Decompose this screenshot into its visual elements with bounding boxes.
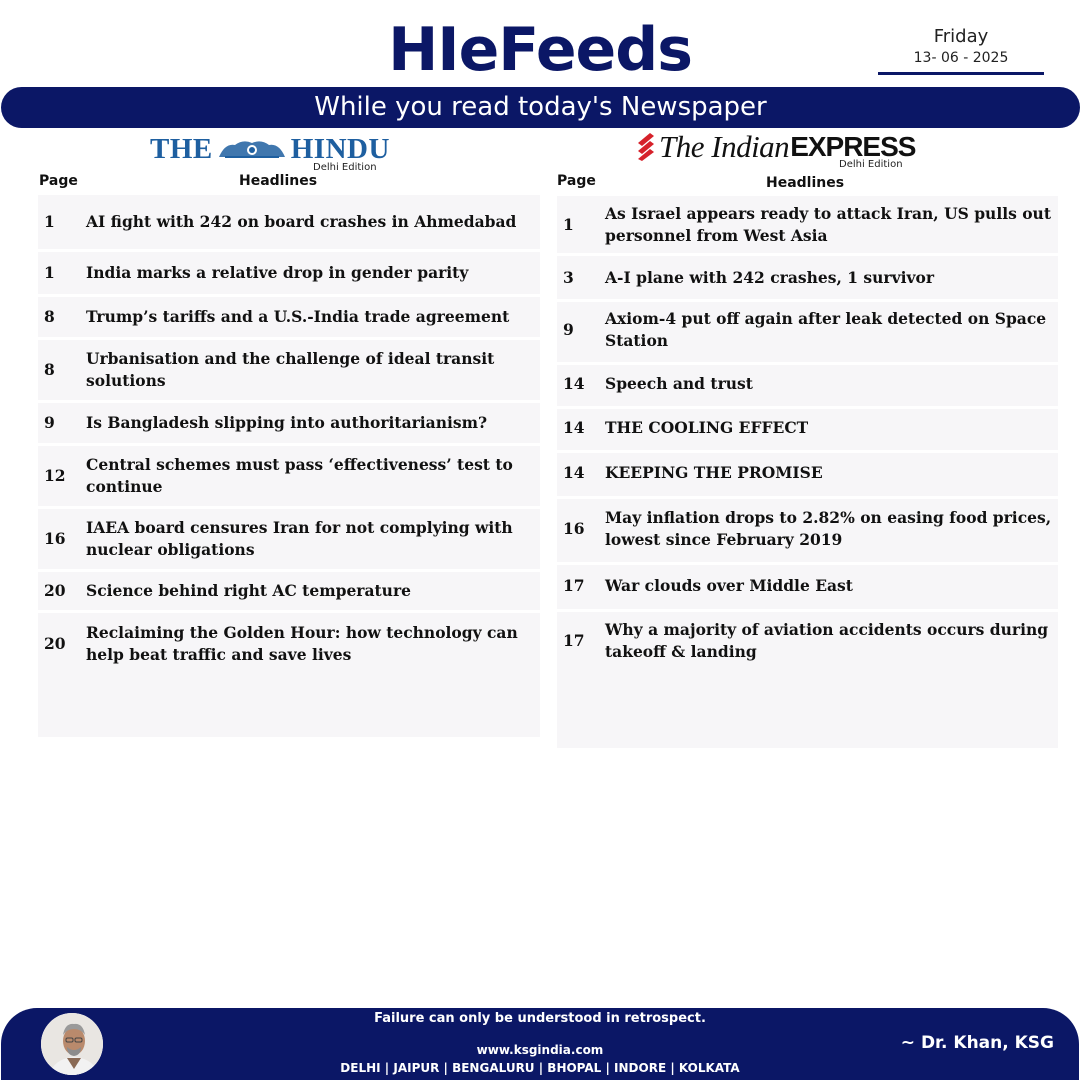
hindu-name-part2: HINDU [290,133,390,165]
brand-title: HIeFeeds [388,15,692,85]
express-name-part1: The Indian [659,129,790,164]
headline: Trump’s tariffs and a U.S.-India trade agreement [86,307,510,326]
the-hindu-logo [150,133,410,173]
headline: As Israel appears ready to attack Iran, US pulls out personnel from West Asia [605,203,1051,245]
page-number: 17 [563,631,585,650]
right-page-label: Page [557,173,596,189]
headline: Reclaiming the Golden Hour: how technology can help beat traffic and save lives [86,623,518,664]
page-number: 9 [44,413,55,432]
date-day: Friday [933,26,989,47]
table-row [38,509,540,569]
table-row [557,365,1058,403]
table-row [38,252,540,294]
express-mark-icon [636,133,656,161]
headline: Urbanisation and the challenge of ideal transit solutions [86,349,495,390]
hindu-name-part1: THE [150,133,213,165]
page-number: 1 [44,212,55,231]
page-number: 14 [563,418,585,437]
page-number: 1 [44,263,55,282]
tagline-text: While you read today's Newspaper [314,92,767,122]
table-row [557,302,1058,358]
right-headlines-label: Headlines [766,175,845,191]
express-headlines-panel [557,196,1058,748]
page-number: 17 [563,576,585,595]
table-row [557,409,1058,447]
express-edition: Delhi Edition [839,159,903,170]
hindu-headlines-panel [38,195,540,737]
footer-author: ~ Dr. Khan, KSG [900,1033,1054,1053]
page-number: 8 [44,307,55,326]
express-name-part2: EXPRESS [790,131,916,162]
tagline-banner [1,87,1080,128]
headline: AI fight with 242 on board crashes in Ahmedabad [86,212,517,231]
headline: Speech and trust [605,374,753,393]
headline: A-I plane with 242 crashes, 1 survivor [605,267,934,287]
page-number: 20 [44,581,66,600]
headline: THE COOLING EFFECT [605,418,809,437]
page-number: 14 [563,463,585,482]
hindu-edition: Delhi Edition [313,162,377,173]
headline: India marks a relative drop in gender parity [86,263,469,282]
headline: Why a majority of aviation accidents occurs during takeoff & landing [605,620,1049,661]
table-row [557,198,1058,251]
table-row [557,256,1058,299]
table-row [557,612,1058,670]
table-row [557,453,1058,493]
page-number: 16 [44,529,66,548]
page-number: 8 [44,360,55,379]
date-value: 13- 06 - 2025 [913,50,1009,66]
table-row [38,613,540,675]
hindu-emblem-icon [215,137,289,161]
table-row [38,340,540,400]
table-row [38,572,540,610]
table-row [557,565,1058,607]
date-underline [878,72,1044,75]
page-number: 16 [563,519,585,538]
left-page-label: Page [39,173,78,189]
table-row [557,499,1058,559]
headline: May inflation drops to 2.82% on easing food prices, lowest since February 2019 [605,508,1052,549]
headline: Science behind right AC temperature [86,581,411,600]
headline: Is Bangladesh slipping into authoritarianism? [86,413,488,432]
date-box [878,26,1044,75]
headline: War clouds over Middle East [605,576,853,595]
headline: Central schemes must pass ‘effectiveness’ test to continue [86,455,513,496]
table-row [38,446,540,506]
table-row [38,403,540,443]
left-headlines-label: Headlines [239,173,318,189]
footer-website[interactable]: www.ksgindia.com [476,1043,604,1057]
table-row [38,297,540,337]
page-number: 12 [44,466,66,485]
footer-cities: DELHI | JAIPUR | BENGALURU | BHOPAL | INDORE | KOLKATA [340,1061,740,1075]
page-number: 1 [563,214,574,234]
table-row [38,199,540,245]
page-number: 20 [44,634,66,653]
footer-quote: Failure can only be understood in retrospect. [374,1011,706,1026]
headline: KEEPING THE PROMISE [605,463,823,482]
indian-express-logo [636,130,936,174]
page-number: 14 [563,374,585,393]
page-number: 9 [563,320,574,339]
page-number: 3 [563,267,574,287]
headline: Axiom-4 put off again after leak detected on Space Station [605,309,1047,350]
headline: IAEA board censures Iran for not complying with nuclear obligations [86,518,513,559]
